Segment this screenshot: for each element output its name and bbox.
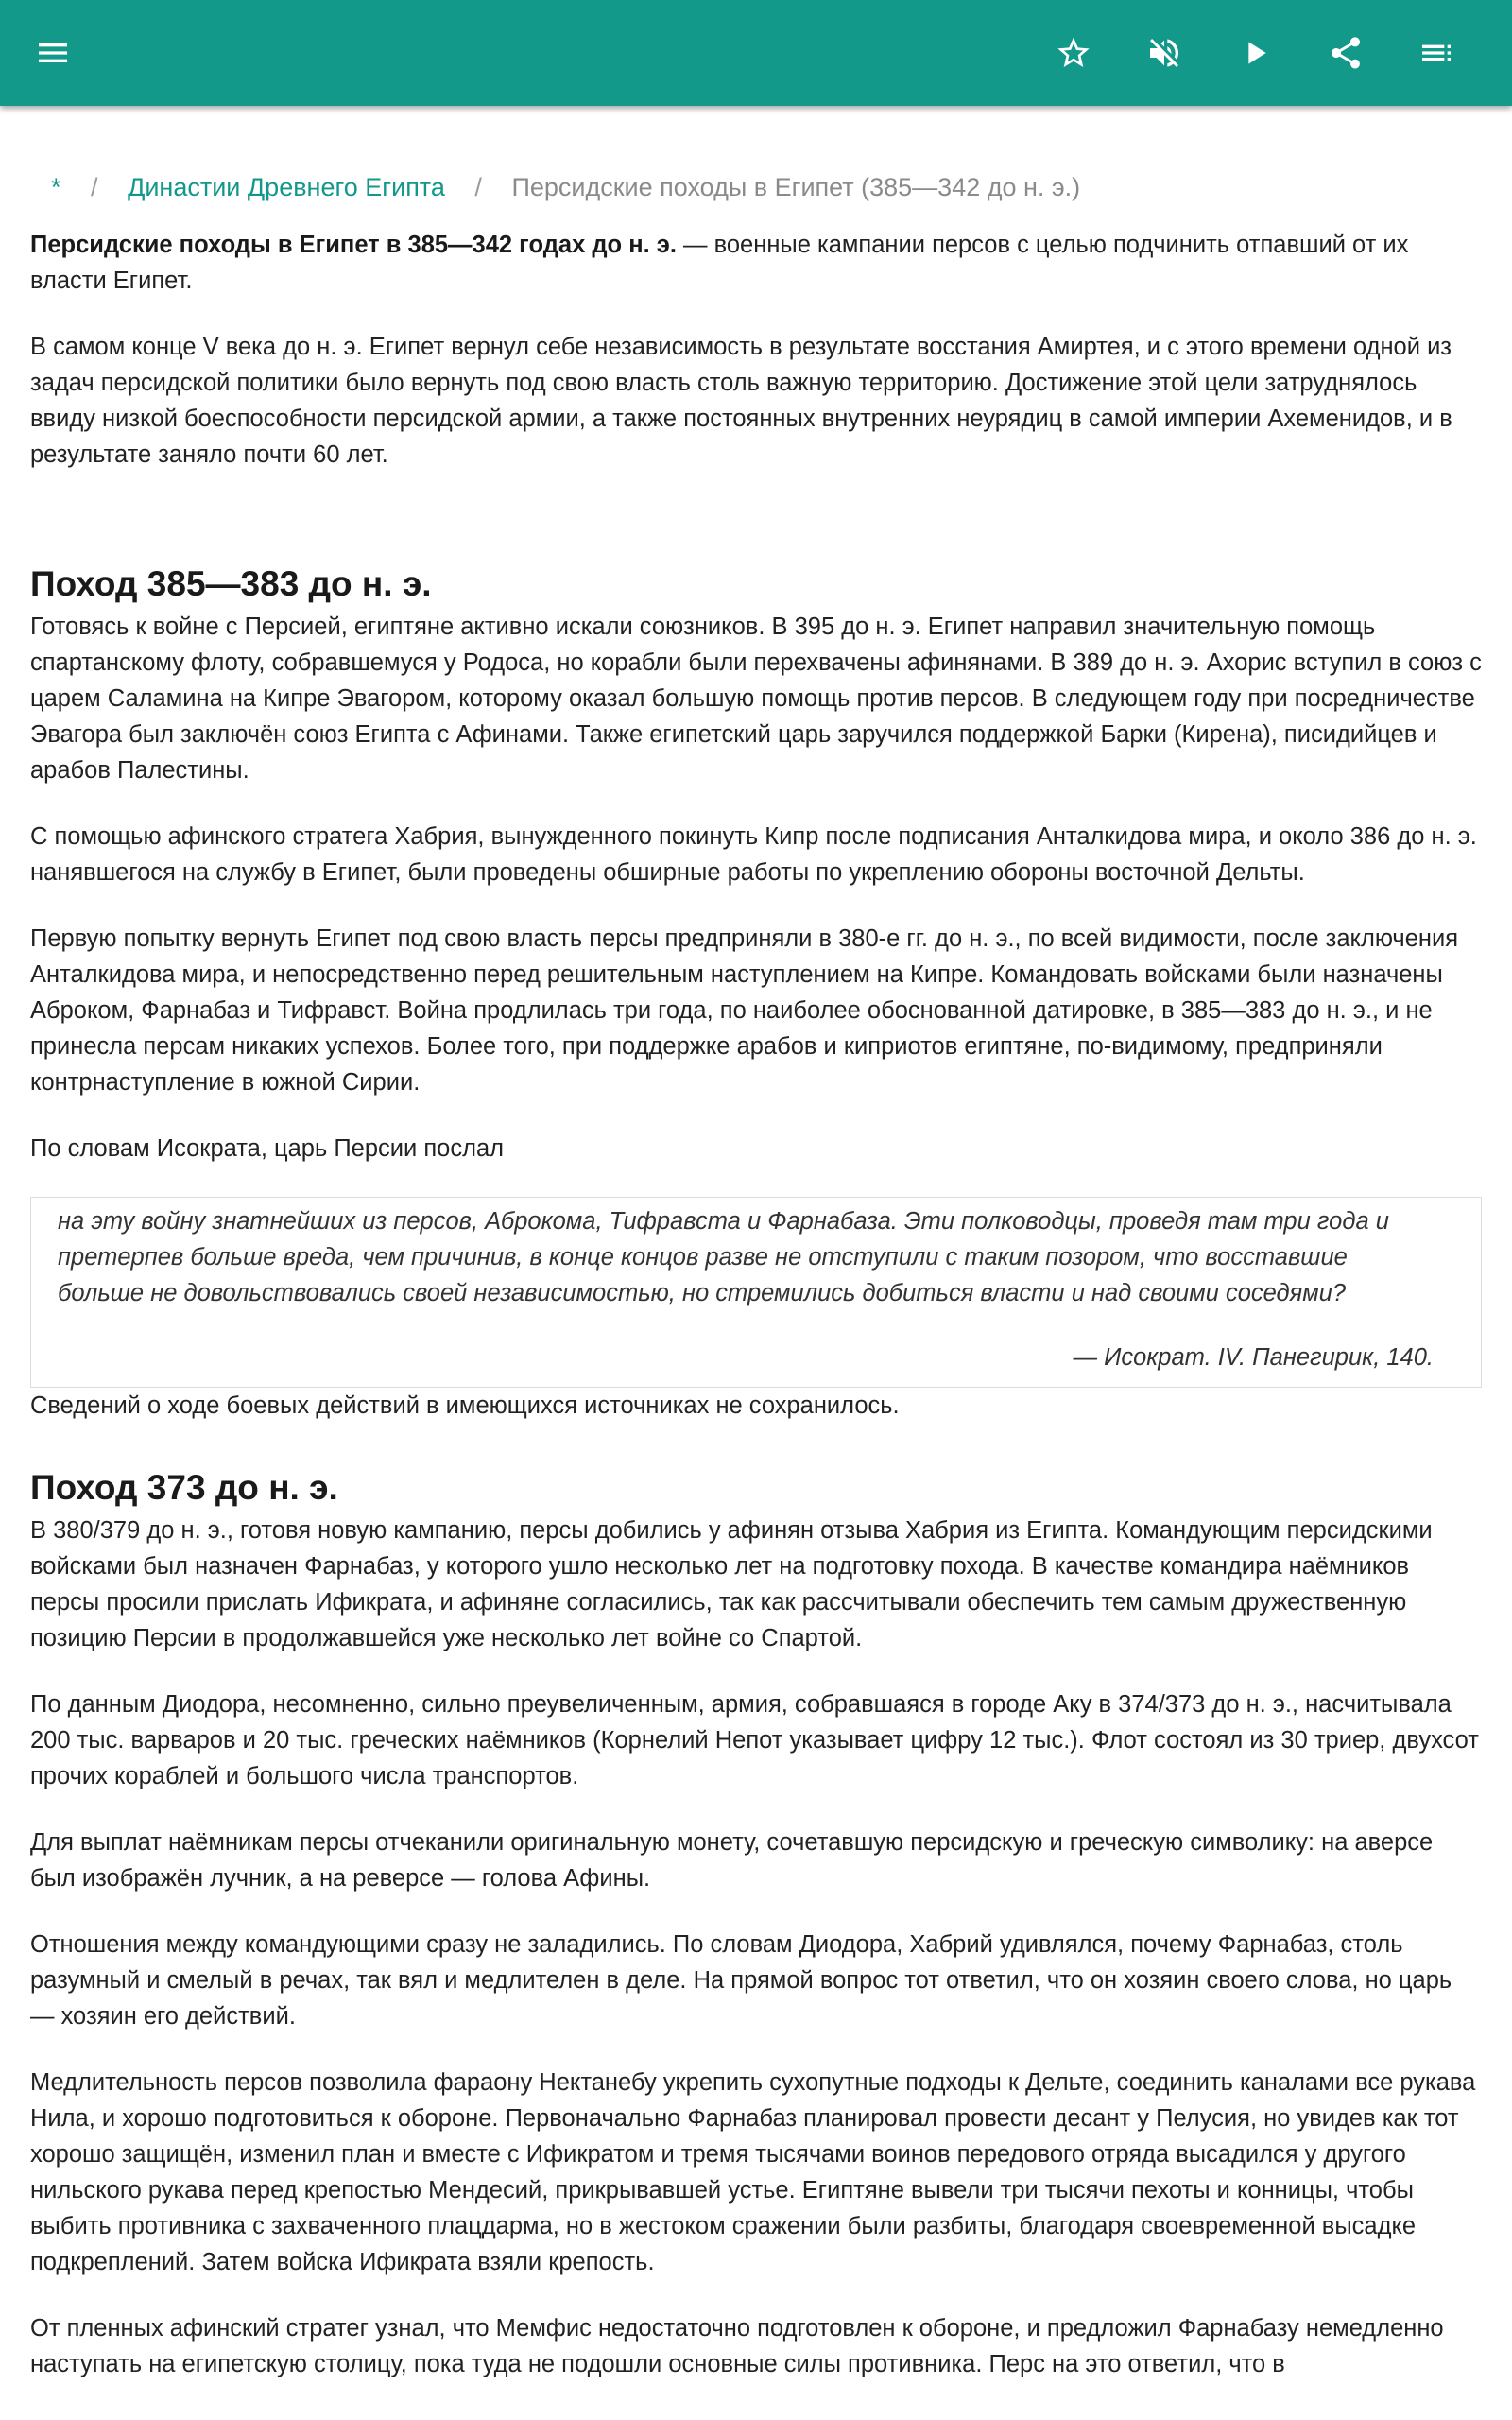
section-heading: Поход 385—383 до н. э. xyxy=(30,564,432,603)
menu-icon[interactable] xyxy=(23,23,83,83)
quote-text: на эту войну знатнейших из персов, Аброкома, Тифравста и Фарнабаза. Эти полководцы, проведя там три года и претерпев больше вреда, чем причинив, в конце концов разве не отступили с таким позором, что восставшие больше не довольствовались своей независимостью, но стремились добиться власти и над своими соседями? xyxy=(58,1208,1389,1306)
breadcrumb-current: Персидские походы в Египет (385—342 до н. э.) xyxy=(511,173,1081,201)
section-heading: Поход 373 до н. э. xyxy=(30,1468,338,1507)
play-icon[interactable] xyxy=(1225,23,1285,83)
paragraph: Первую попытку вернуть Египет под свою власть персы предприняли в 380-е гг. до н. э., по всей видимости, после заключения Анталкидова мира, и непосредственно перед решительным наступлением на Кипре. Командовать войсками были назначены Аброком, Фарнабаз и Тифравст. Война продлилась три года, по наиболее обоснованной датировке, в 385—383 до н. э., и не принесла персам никаких успехов. Более того, при поддержке арабов и киприотов египтяне, по-видимому, предприняли контрнаступление в южной Сирии. xyxy=(30,925,1459,1096)
paragraph: Готовясь к войне с Персией, египтяне активно искали союзников. В 395 до н. э. Египет направил значительную помощь спартанскому флоту, собравшемуся у Родоса, но корабли были перехвачены афинянами. В 389 до н. э. Ахорис вступил в союз с царем Саламина на Кипре Эвагором, которому оказал большую помощь против персов. В следующем году при посредничестве Эвагора был заключён союз Египта с Афинами. Также египетский царь заручился поддержкой Барки (Кирена), писидийцев и арабов Палестины. xyxy=(30,614,1482,784)
breadcrumb xyxy=(30,161,1482,217)
breadcrumb-parent[interactable]: Династии Древнего Египта xyxy=(128,173,445,201)
breadcrumb-separator: / xyxy=(474,173,482,201)
toc-icon[interactable] xyxy=(1406,23,1467,83)
paragraph: Для выплат наёмникам персы отчеканили оригинальную монету, сочетавшую персидскую и греческую символику: на аверсе был изображён лучник, а на реверсе — голова Афины. xyxy=(30,1829,1434,1892)
paragraph: Медлительность персов позволила фараону Нектанебу укрепить сухопутные подходы к Дельте, соединить каналами все рукава Нила, и хорошо подготовиться к обороне. Первоначально Фарнабаз планировал провести десант у Пелусия, но увидев как тот хорошо защищён, изменил план и вместе с Ификратом и тремя тысячами воинов передового отряда высадился у другого нильского рукава перед крепостью Мендесий, прикрывавшей устье. Египтяне вывели три тысячи пехоты и конницы, чтобы выбить противника с захваченного плацдарма, но в жестоком сражении были разбиты, благодаря своевременной высадке подкреплений. Затем войска Ификрата взяли крепость. xyxy=(30,2069,1476,2275)
breadcrumb-separator: / xyxy=(91,173,98,201)
paragraph: В самом конце V века до н. э. Египет вернул себе независимость в результате восстания Амиртея, и с этого времени одной из задач персидской политики было вернуть под свою власть столь важную территорию. Достижение этой цели затруднялось ввиду низкой боеспособности персидской армии, а также постоянных внутренних неурядиц в самой империи Ахеменидов, и в результате заняло почти 60 лет. xyxy=(30,334,1452,468)
article-content xyxy=(30,161,1482,2412)
mute-icon[interactable] xyxy=(1134,23,1194,83)
intro-paragraph xyxy=(30,227,1482,299)
quote-block xyxy=(30,1197,1482,1388)
paragraph: От пленных афинский стратег узнал, что Мемфис недостаточно подготовлен к обороне, и предложил Фарнабазу немедленно наступать на египетскую столицу, пока туда не подошли основные силы противника. Перс на это ответил, что в xyxy=(30,2315,1444,2377)
paragraph: Отношения между командующими сразу не заладились. По словам Диодора, Хабрий удивлялся, почему Фарнабаз, столь разумный и смелый в речах, так вял и медлителен в деле. На прямой вопрос тот ответил, что он хозяин своего слова, но царь — хозяин его действий. xyxy=(30,1931,1452,2030)
app-toolbar xyxy=(0,0,1512,106)
paragraph: По словам Исократа, царь Персии послал xyxy=(30,1135,505,1162)
paragraph: По данным Диодора, несомненно, сильно преувеличенным, армия, собравшаяся в городе Аку в 374/373 до н. э., насчитывала 200 тыс. варваров и 20 тыс. греческих наёмников (Корнелий Непот указывает цифру 12 тыс.). Флот состоял из 30 триер, двухсот прочих кораблей и большого числа транспортов. xyxy=(30,1691,1479,1789)
breadcrumb-home[interactable]: * xyxy=(51,173,61,201)
star-icon[interactable] xyxy=(1043,23,1104,83)
share-icon[interactable] xyxy=(1315,23,1376,83)
paragraph: С помощью афинского стратега Хабрия, вынужденного покинуть Кипр после подписания Анталкидова мира, и около 386 до н. э. нанявшегося на службу в Египет, были проведены обширные работы по укреплению обороны восточной Дельты. xyxy=(30,823,1477,886)
paragraph: Сведений о ходе боевых действий в имеющихся источниках не сохранилось. xyxy=(30,1392,900,1419)
intro-text: — военные кампании персов с целью подчинить отпавший от их власти Египет. xyxy=(30,232,1409,294)
quote-citation: — Исократ. IV. Панегирик, 140. xyxy=(1073,1344,1434,1371)
paragraph: В 380/379 до н. э., готовя новую кампанию, персы добились у афинян отзыва Хабрия из Египта. Командующим персидскими войсками был назначен Фарнабаз, у которого ушло несколько лет на подготовку похода. В качестве командира наёмников персы просили прислать Ификрата, и афиняне согласились, так как рассчитывали обеспечить тем самым дружественную позицию Персии в продолжавшейся уже несколько лет войне со Спартой. xyxy=(30,1517,1433,1651)
intro-bold-term: Персидские походы в Египет в 385—342 годах до н. э. xyxy=(30,232,677,258)
